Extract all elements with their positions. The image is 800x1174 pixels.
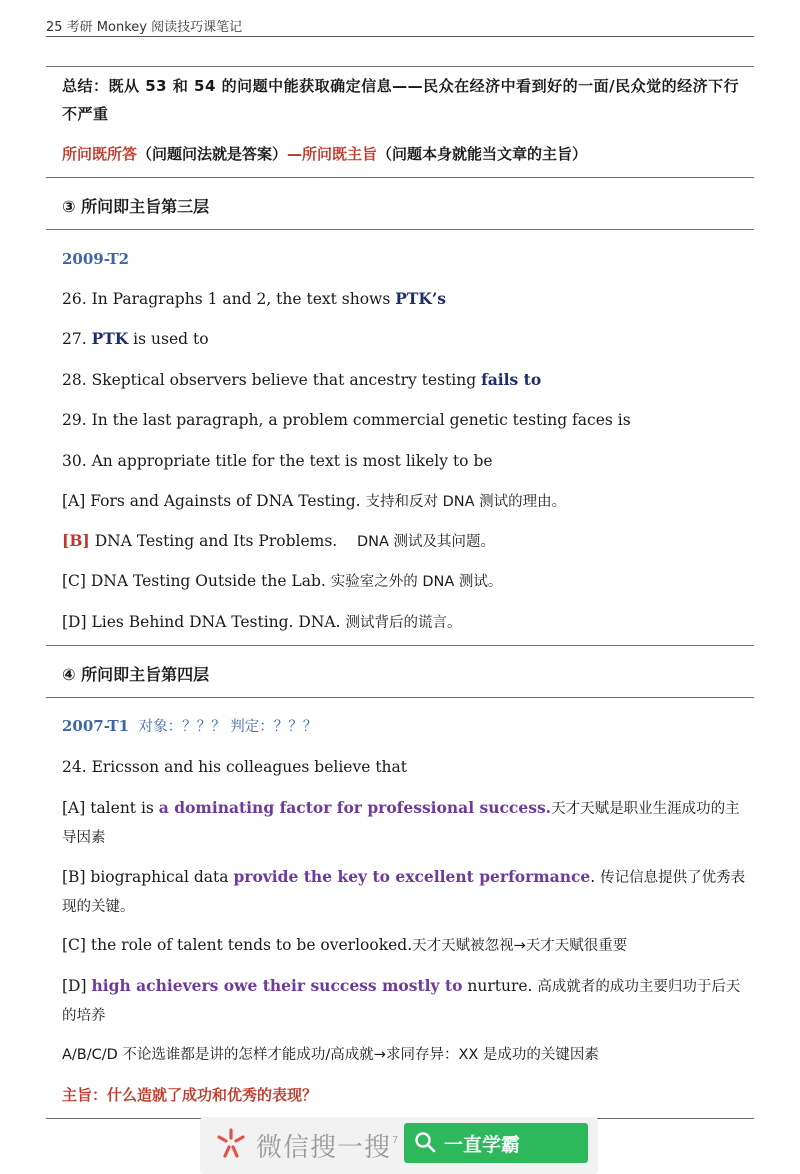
question-30: 30. An appropriate title for the text is most likely to be [62, 452, 493, 470]
option-a [62, 487, 566, 516]
wechat-search-icon [214, 1126, 248, 1160]
magnifier-icon [414, 1131, 436, 1153]
question-28 [62, 366, 541, 394]
q27-number: 27. [62, 330, 92, 348]
option-b-en: DNA Testing and Its Problems. [89, 532, 338, 550]
option-d-en: [D] Lies Behind DNA Testing. DNA. [62, 613, 341, 631]
option-c-cn: 天才天赋被忽视→天才天赋很重要 [412, 938, 628, 954]
document-header-title: 25 考研 Monkey 阅读技巧课笔记 [46, 20, 243, 35]
section3-heading: ③ 所问即主旨第三层 [62, 197, 210, 216]
option-d-cn: 测试背后的谎言。 [345, 615, 462, 631]
q26-keyword: PTK’s [395, 289, 446, 308]
option-b-text: [B] biographical data [62, 868, 234, 886]
option-c [62, 567, 502, 596]
option-c [62, 931, 627, 960]
question-29: 29. In the last paragraph, a problem commercial genetic testing faces is [62, 411, 631, 429]
section4-heading: ④ 所问即主旨第四层 [62, 665, 210, 684]
option-d-text: nurture. [462, 977, 533, 995]
option-a-cn: 支持和反对 DNA 测试的理由。 [365, 494, 567, 510]
option-b-cn: DNA 测试及其问题。 [356, 534, 495, 550]
section3-exam-label: 2009-T2 [62, 250, 130, 268]
divider [46, 645, 754, 646]
option-d-keyword: high achievers owe their success mostly to [91, 976, 463, 995]
watermark-text: 微信搜一搜 [256, 1133, 392, 1163]
rule-part1-red: 所问既所答 [62, 145, 138, 163]
option-b-keyword: provide the key to excellent performance [233, 867, 591, 886]
option-c-en: [C] the role of talent tends to be overlooked. [62, 936, 413, 954]
section4-exam-code: 2007-T1 [62, 717, 130, 735]
option-a [62, 794, 746, 852]
question-24: 24. Ericsson and his colleagues believe that [62, 758, 408, 776]
q27-keyword: PTK [91, 329, 129, 348]
q28-text: 28. Skeptical observers believe that ancestry testing [62, 371, 482, 389]
divider [46, 177, 754, 178]
wechat-search-watermark[interactable] [200, 1117, 598, 1174]
option-d-cn: 高成就者的成功主要归功于后天的培养 [62, 979, 741, 1024]
option-b [62, 863, 746, 921]
divider [46, 229, 754, 230]
divider [46, 697, 754, 698]
q27-text: is used to [128, 330, 209, 348]
question-27 [62, 325, 209, 353]
option-b-period: . [590, 868, 596, 886]
option-a-cn: 天才天赋是职业生涯成功的主导因素 [62, 801, 740, 846]
q26-text: 26. In Paragraphs 1 and 2, the text shows [62, 290, 396, 308]
summary-text: 总结：既从 53 和 54 的问题中能获取确定信息——民众在经济中看到好的一面/民众觉的经济下行不严重 [62, 77, 740, 123]
section4-exam-tail: 对象：？？？ 判定：？？？ [138, 719, 318, 735]
summary-rule [62, 140, 587, 168]
q28-keyword: fails to [481, 370, 542, 389]
main-idea-text: 主旨：什么造就了成功和优秀的表现？ [62, 1086, 318, 1104]
option-c-en: [C] DNA Testing Outside the Lab. [62, 572, 326, 590]
search-button-label: 一直学霸 [444, 1134, 521, 1156]
option-c-cn: 实验室之外的 DNA 测试。 [330, 574, 503, 590]
option-b [62, 527, 495, 556]
option-a-en: [A] Fors and Againsts of DNA Testing. [62, 492, 361, 510]
option-b-cn: 传记信息提供了优秀表现的关键。 [62, 870, 746, 915]
section4-exam-label [62, 712, 317, 741]
option-a-text: [A] talent is [62, 799, 159, 817]
search-button[interactable] [404, 1123, 588, 1163]
rule-part2-black: （问题本身就能当文章的主旨） [377, 145, 588, 163]
analysis-text: A/B/C/D 不论选谁都是讲的怎样才能成功/高成就→求同存异：XX 是成功的关键因素 [62, 1047, 599, 1063]
divider [46, 66, 754, 67]
question-26 [62, 285, 446, 313]
option-a-keyword: a dominating factor for professional success. [158, 798, 552, 817]
watermark-small-text: 7 [392, 1135, 399, 1146]
rule-part1-black: （问题问法就是答案） [137, 145, 288, 163]
header-divider [46, 36, 754, 37]
option-d-label: [D] [62, 977, 92, 995]
option-d [62, 608, 461, 637]
option-d [62, 972, 746, 1030]
option-b-label: [B] [62, 531, 90, 550]
rule-part2-red: —所问既主旨 [287, 145, 378, 163]
